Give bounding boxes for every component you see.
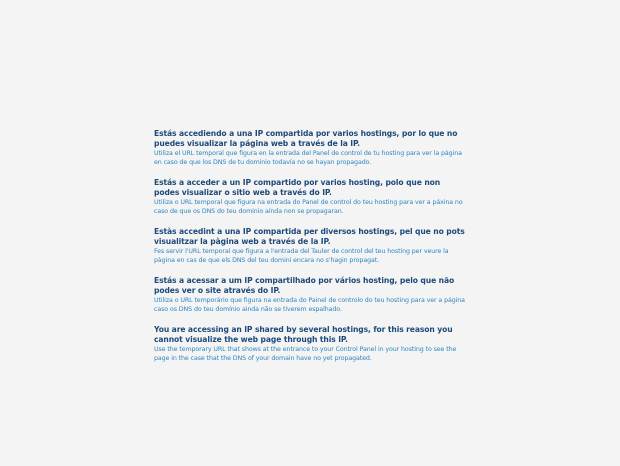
notice-text: Utiliza o URL temporário que figura na entrada do Painel de controlo do teu hosting para ver a página caso os DNS do teu domínio ainda não se tiverem espalhado.	[154, 297, 465, 313]
notice-text: Utiliza o URL temporal que figura na entrada do Panel de control do teu hosting para ver a páxina no caso de que os DNS do teu dominio aínda non se propagaran.	[154, 199, 463, 215]
notice-block-pt	[154, 276, 466, 314]
notice-block-ca	[154, 227, 466, 265]
notice-text: Fes servir l'URL temporal que figura a l'entrada del Tauler de control del teu hosting per veure la pàgina en cas de que els DNS del teu domini encara no s'hagin propagat.	[154, 248, 449, 264]
notice-block-gl	[154, 178, 466, 216]
shared-ip-notice	[154, 129, 466, 374]
notice-heading: Estás a acceder a un IP compartido por varios hosting, polo que non podes visualizar o sitio web a través do IP.	[154, 178, 441, 197]
notice-heading: Estás accediendo a una IP compartida por varios hostings, por lo que no puedes visualizar la página web a través de la IP.	[154, 129, 458, 148]
notice-heading: You are accessing an IP shared by several hostings, for this reason you cannot visualize the web page through this IP.	[154, 325, 453, 344]
notice-text: Use the temporary URL that shows at the entrance to your Control Panel in your hosting to see the page in the case that the DNS of your domain have no yet propagated.	[154, 346, 457, 362]
notice-block-es	[154, 129, 466, 167]
notice-heading: Estàs accedint a una IP compartida per diversos hostings, pel que no pots visualitzar la pàgina web a través de la IP.	[154, 227, 465, 246]
notice-block-en	[154, 325, 466, 363]
notice-heading: Estás a acessar a um IP compartilhado por vários hosting, pelo que não podes ver o site através do IP.	[154, 276, 455, 295]
notice-text: Utiliza el URL temporal que figura en la entrada del Panel de control de tu hosting para ver la página en caso de que los DNS de tu dominio todavía no se hayan propagado.	[154, 150, 462, 166]
